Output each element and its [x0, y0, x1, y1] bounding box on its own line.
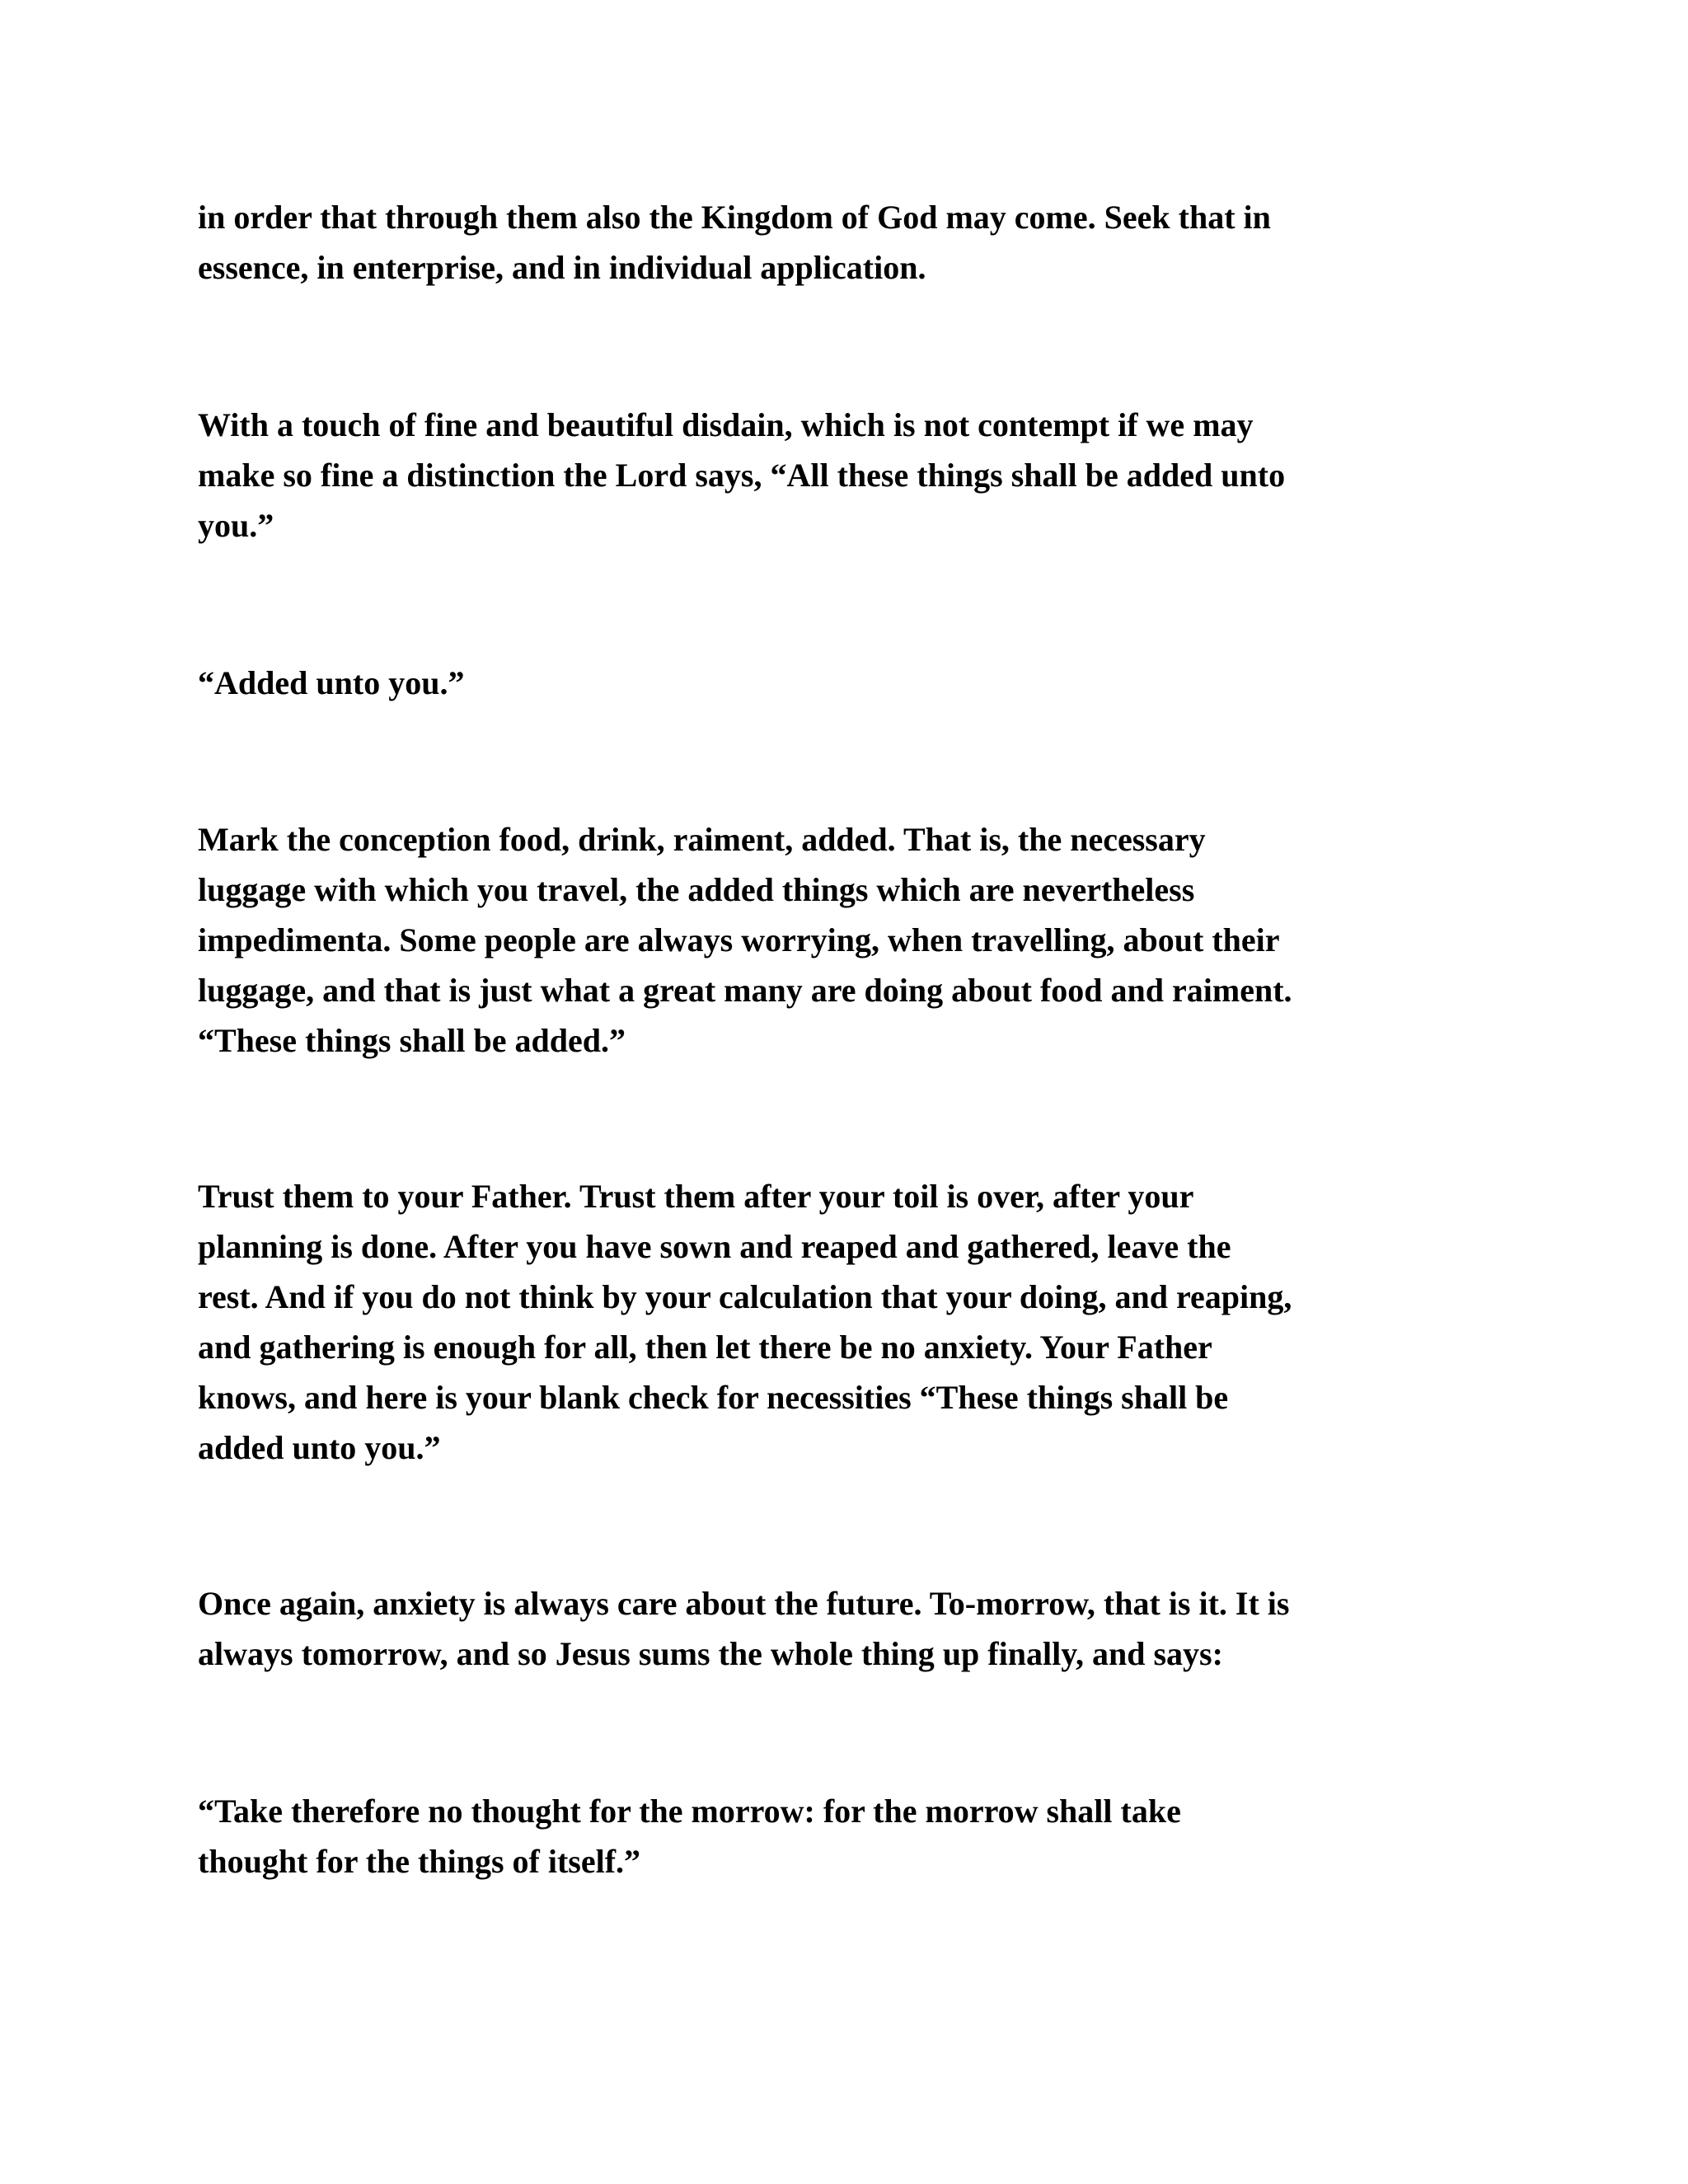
paragraph-kingdom-of-god: in order that through them also the Kingdom of God may come. Seek that in essence, in enterprise, and in individual application.	[198, 199, 1271, 286]
paragraph-trust-your-father: Trust them to your Father. Trust them after your toil is over, after your planning is done. After you have sown and reaped and gathered, leave the rest. And if you do not think by your calculation that your doing, and reaping, and gathering is enough for all, then let there be no anxiety. Your Father knows, and here is your blank check for necessities “These things shall be added unto you.”	[198, 1178, 1292, 1466]
paragraph-take-no-thought: “Take therefore no thought for the morrow: for the morrow shall take thought for the things of itself.”	[198, 1793, 1181, 1880]
paragraph-anxiety-future: Once again, anxiety is always care about the future. To-morrow, that is it. It is always tomorrow, and so Jesus sums the whole thing up finally, and says:	[198, 1585, 1290, 1672]
paragraph-mark-the-conception: Mark the conception food, drink, raiment, added. That is, the necessary luggage with which you travel, the added things which are nevertheless impedimenta. Some people are always worrying, when travelling, about their luggage, and that is just what a great many are doing about food and raiment. “These things shall be added.”	[198, 821, 1292, 1059]
paragraph-added-unto-you: “Added unto you.”	[198, 664, 465, 701]
paragraph-fine-disdain: With a touch of fine and beautiful disdain, which is not contempt if we may make so fine a distinction the Lord says, “All these things shall be added unto you.”	[198, 406, 1286, 544]
